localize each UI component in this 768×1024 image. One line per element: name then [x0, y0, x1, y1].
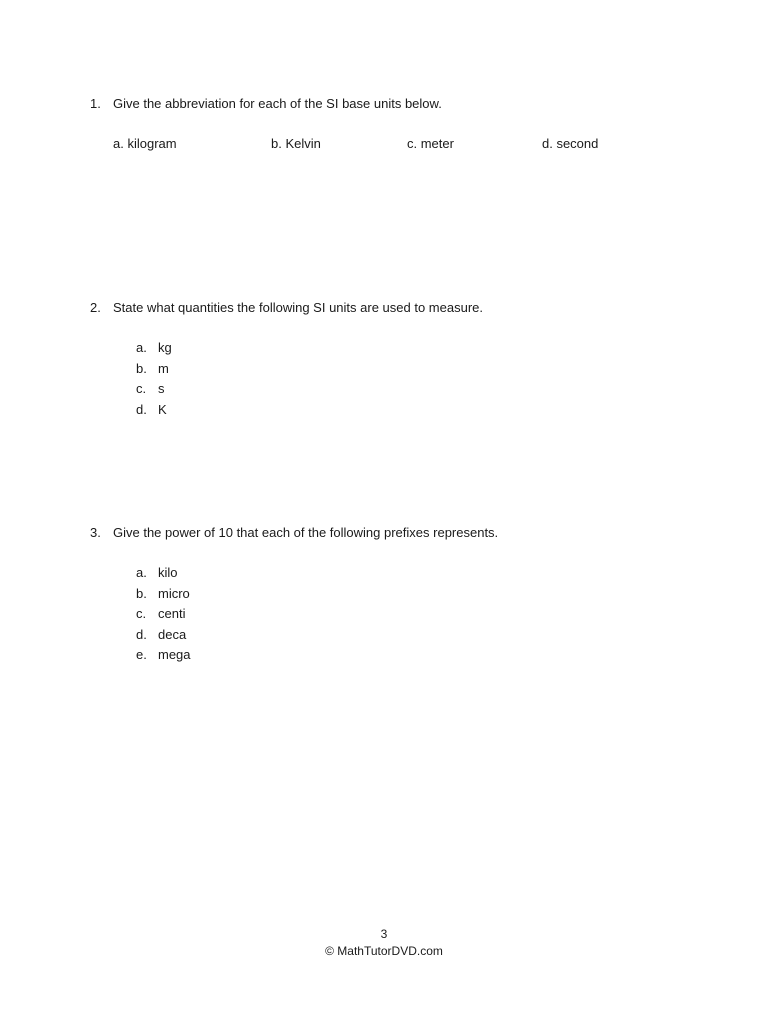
list-item-letter: c. [136, 381, 147, 396]
list-item-text: deca [158, 626, 187, 642]
list-item-text: kg [158, 340, 172, 355]
list-item-text: kilo [158, 565, 178, 580]
list-item-text: m [158, 360, 169, 376]
page-footer [0, 926, 768, 960]
question-2-line [90, 299, 710, 317]
list-item-letter: d. [136, 626, 147, 642]
list-item [136, 645, 436, 666]
question-3-text: Give the power of 10 that each of the following prefixes represents. [113, 525, 499, 540]
question-3-list [136, 563, 436, 666]
option-meter: c. meter [407, 136, 454, 151]
list-item [136, 400, 436, 421]
list-item-text: mega [158, 647, 191, 662]
list-item-text: centi [158, 606, 186, 621]
list-item [136, 604, 436, 625]
list-item-text: micro [158, 585, 190, 601]
question-1-number: 1. [90, 96, 101, 111]
question-3-line [90, 524, 710, 542]
list-item [136, 338, 436, 359]
list-item-letter: e. [136, 647, 147, 662]
list-item-letter: a. [136, 565, 147, 580]
list-item [136, 625, 436, 646]
question-1 [90, 95, 710, 113]
list-item [136, 563, 436, 584]
list-item-letter: b. [136, 360, 147, 376]
list-item-letter: c. [136, 606, 147, 621]
list-item [136, 359, 436, 380]
question-3 [90, 524, 710, 542]
question-2-number: 2. [90, 300, 101, 315]
page-number: 3 [380, 927, 388, 941]
question-1-options [113, 135, 673, 153]
option-second: d. second [542, 136, 599, 151]
option-kelvin: b. Kelvin [271, 136, 321, 151]
list-item-text: s [158, 381, 165, 396]
list-item [136, 584, 436, 605]
question-2-text: State what quantities the following SI units are used to measure. [113, 300, 483, 315]
question-2-list [136, 338, 436, 420]
list-item-text: K [158, 401, 167, 417]
list-item-letter: a. [136, 340, 147, 355]
question-1-line [90, 95, 710, 113]
list-item-letter: b. [136, 585, 147, 601]
question-1-text: Give the abbreviation for each of the SI base units below. [113, 96, 442, 111]
option-kilogram: a. kilogram [113, 136, 177, 151]
question-3-number: 3. [90, 525, 101, 540]
question-2 [90, 299, 710, 317]
list-item-letter: d. [136, 401, 147, 417]
list-item [136, 379, 436, 400]
copyright-text: © MathTutorDVD.com [325, 944, 443, 958]
